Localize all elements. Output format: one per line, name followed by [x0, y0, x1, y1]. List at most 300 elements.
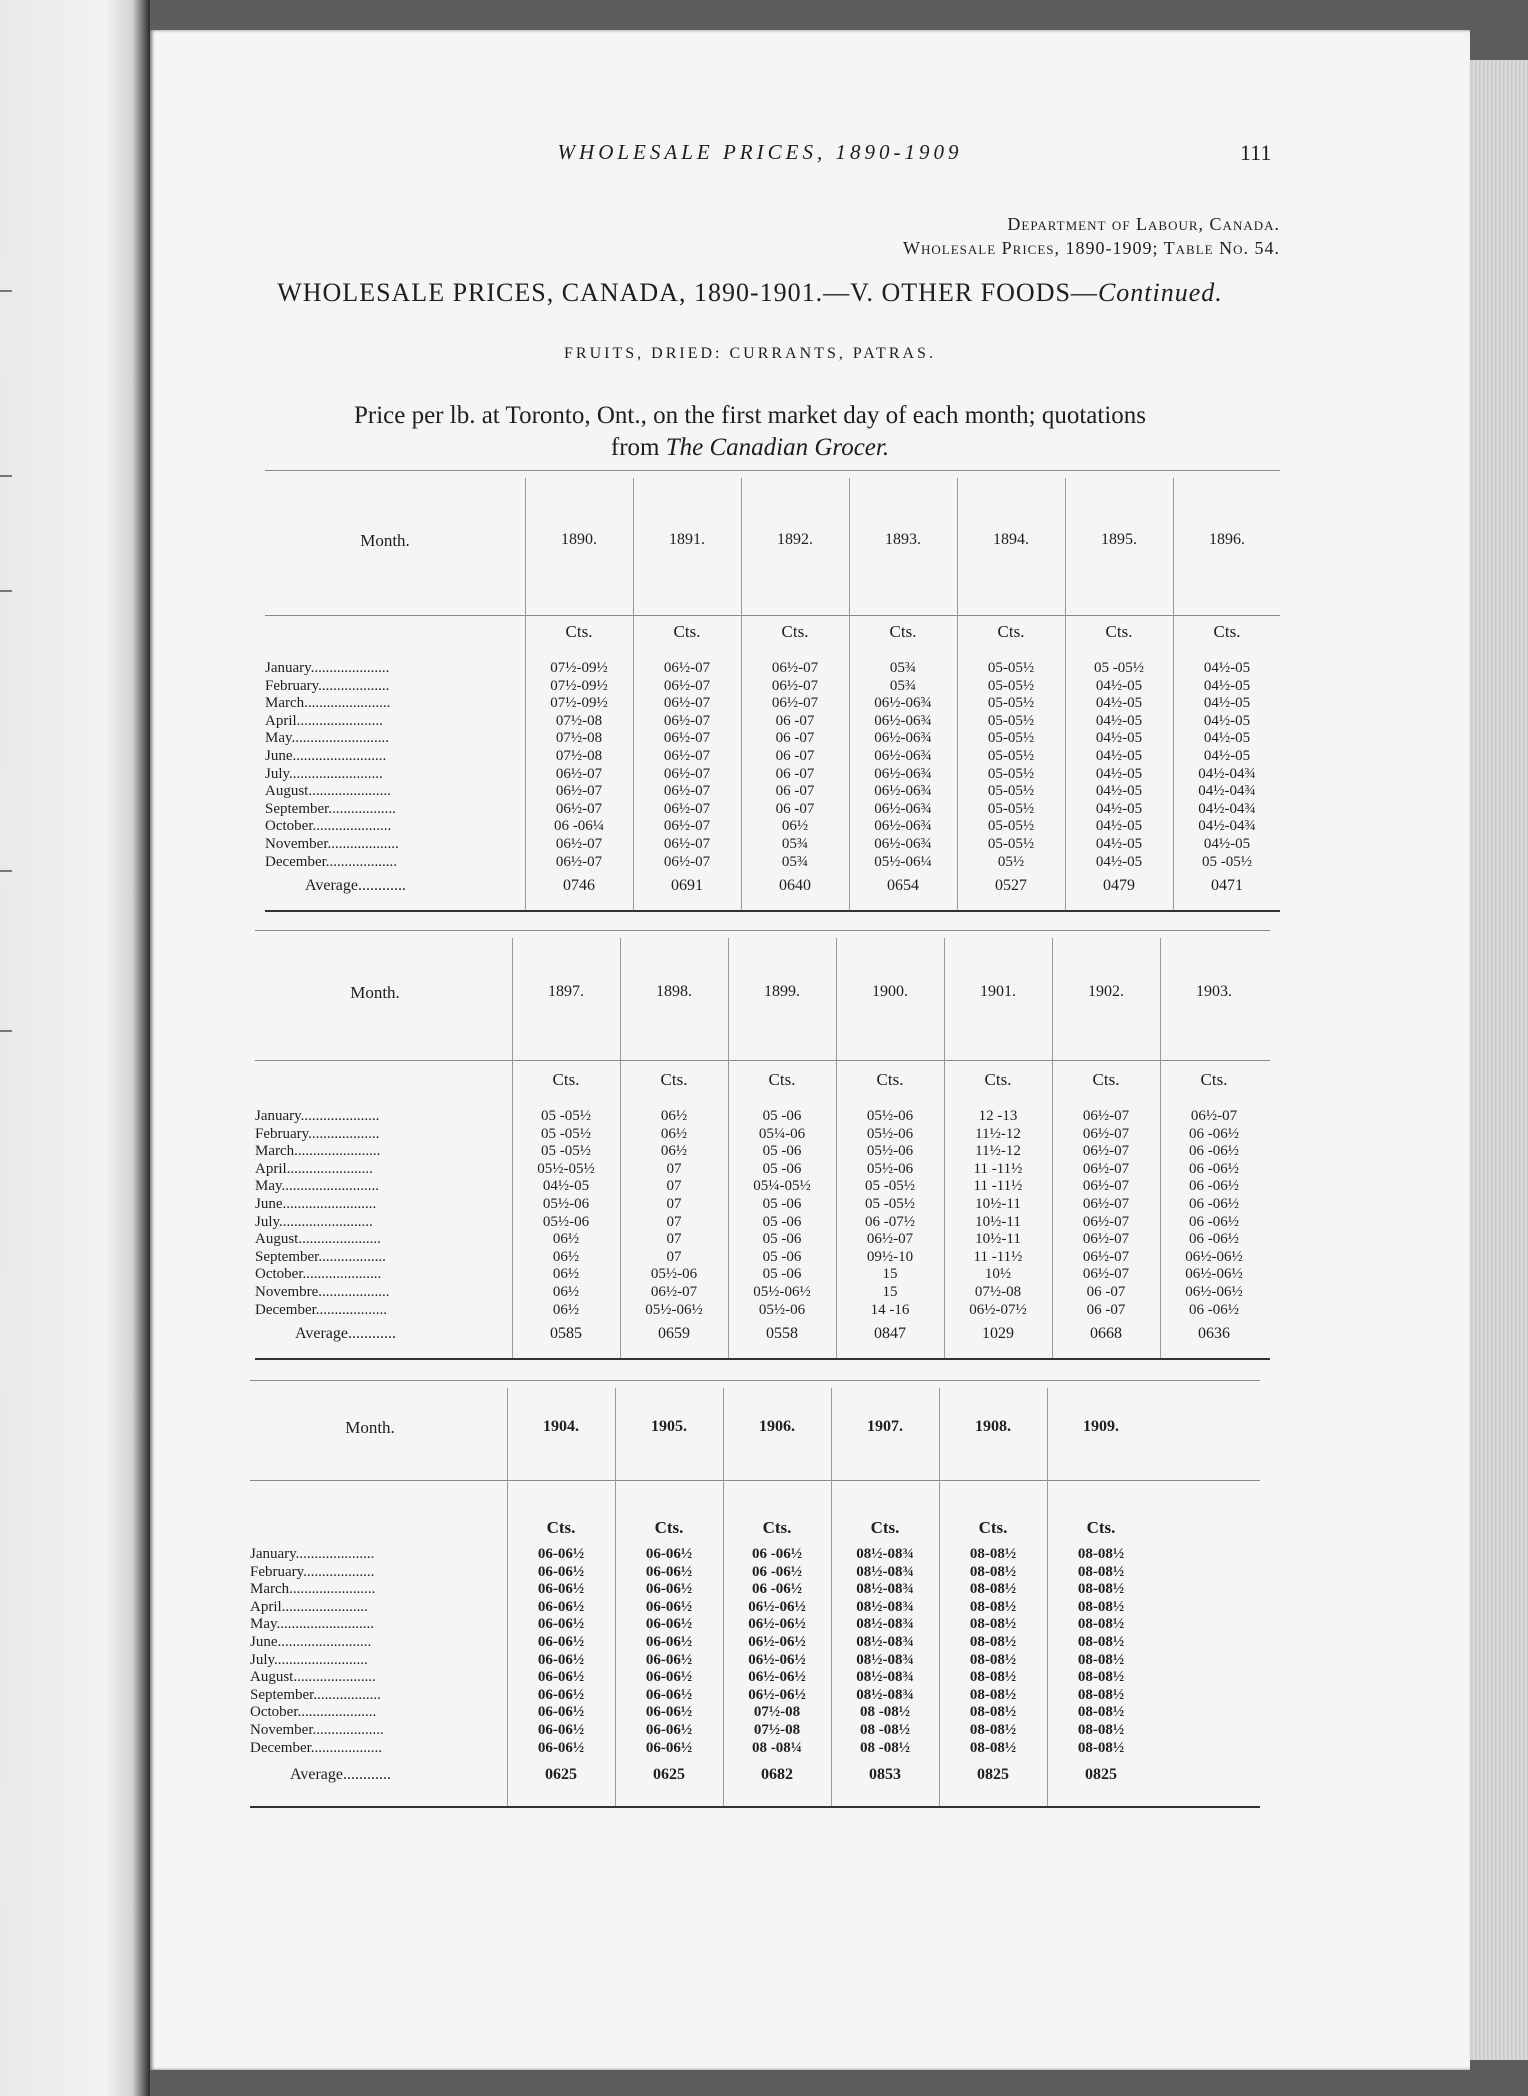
price-cell: 05-05½	[987, 660, 1035, 676]
month-label: February...................	[250, 1563, 375, 1580]
dept-line-2: Wholesale Prices, 1890-1909; Table No. 54.	[903, 238, 1280, 258]
book-page	[150, 30, 1470, 2070]
price-cell: 05 -05½	[541, 1108, 591, 1124]
price-cell: 04½-05	[1095, 712, 1143, 729]
month-label: Novembre...................	[255, 1283, 390, 1300]
unit-label: Cts.	[1200, 1070, 1228, 1089]
price-cell: 04½-05	[1203, 712, 1251, 729]
price-cell: 05½-06	[650, 1266, 698, 1283]
price-cell: 06½-06¾	[874, 818, 932, 835]
year-header: 1906.	[759, 1418, 795, 1435]
unit-label: Cts.	[1105, 622, 1133, 641]
price-cell: 06½-07	[866, 1231, 914, 1248]
price-cell: 04½-05	[1095, 835, 1143, 852]
price-cell: 06 -06½	[752, 1563, 802, 1580]
price-cell: 05½-06¼	[874, 853, 932, 870]
price-cell: 08-08½	[969, 1669, 1017, 1686]
month-label: April.......................	[265, 712, 383, 729]
price-cell: 06 -07	[1086, 1301, 1126, 1318]
month-labels	[265, 660, 399, 871]
price-cell: 08-08½	[1077, 1669, 1125, 1686]
year-header: 1901.	[980, 983, 1016, 1000]
unit-label: Cts.	[546, 1518, 576, 1537]
price-cell: 06 -07	[775, 730, 815, 747]
unit-label: Cts.	[997, 622, 1025, 641]
price-cell: 05½-06	[542, 1213, 590, 1230]
price-cell: 06-06½	[537, 1686, 585, 1703]
month-label: March.......................	[265, 695, 391, 712]
year-header: 1899.	[764, 983, 800, 1000]
price-cell: 05 -06	[762, 1143, 802, 1160]
price-cell: 06-06½	[645, 1563, 693, 1580]
price-cell: 07½-09½	[550, 677, 608, 694]
table-top-rule	[250, 1380, 1260, 1381]
price-cell: 06-06½	[537, 1651, 585, 1668]
price-cell: 05¼-06	[758, 1125, 806, 1142]
price-cell: 06½-07	[1082, 1248, 1130, 1265]
price-column	[1052, 1108, 1160, 1319]
month-label: January.....................	[255, 1108, 380, 1124]
month-label: September..................	[250, 1686, 381, 1703]
description	[250, 400, 1250, 464]
month-label: June.........................	[265, 747, 387, 764]
price-cell: 05¾	[781, 835, 809, 852]
title-main: WHOLESALE PRICES, CANADA, 1890-1901.—V. OTHER FOODS—	[277, 278, 1098, 307]
month-label: May..........................	[255, 1178, 380, 1195]
year-header: 1909.	[1083, 1418, 1119, 1435]
price-cell: 05-05½	[987, 800, 1035, 817]
price-cell: 07½-08	[555, 747, 603, 764]
price-cell: 06 -07	[775, 783, 815, 800]
price-cell: 06½-06¾	[874, 800, 932, 817]
price-cell: 08½-08¾	[856, 1651, 914, 1668]
price-cell: 05 -06	[762, 1160, 802, 1177]
table-bottom-rule	[250, 1806, 1260, 1808]
price-cell: 06½-07	[1082, 1125, 1130, 1142]
price-cell: 08-08½	[1077, 1633, 1125, 1650]
price-cell: 06 -06½	[752, 1546, 802, 1562]
price-column	[507, 1546, 615, 1757]
price-cell: 08-08½	[969, 1581, 1017, 1598]
price-cell: 05 -06	[762, 1213, 802, 1230]
price-cell: 05 -05½	[541, 1143, 591, 1160]
month-label: October.....................	[255, 1266, 382, 1283]
unit-label: Cts.	[889, 622, 917, 641]
price-cell: 08 -08½	[860, 1704, 910, 1721]
month-label: January.....................	[250, 1546, 375, 1562]
average-value: 0659	[658, 1325, 690, 1342]
price-cell: 05½-06	[866, 1108, 914, 1124]
unit-label: Cts.	[1092, 1070, 1120, 1089]
price-cell: 06 -07	[775, 800, 815, 817]
desc-line-2: from The Canadian Grocer.	[610, 434, 890, 461]
month-label: October.....................	[250, 1704, 377, 1721]
price-cell: 08-08½	[1077, 1704, 1125, 1721]
price-cell: 08-08½	[1077, 1651, 1125, 1668]
average-value: 0853	[869, 1766, 901, 1783]
month-label: August......................	[265, 783, 391, 800]
price-cell: 06-06½	[645, 1616, 693, 1633]
unit-label: Cts.	[1086, 1518, 1116, 1537]
price-cell: 04½-05	[1203, 835, 1251, 852]
average-value: 0585	[550, 1325, 582, 1342]
unit-label: Cts.	[552, 1070, 580, 1089]
month-label: December...................	[255, 1301, 388, 1318]
price-cell: 06 -07	[775, 765, 815, 782]
price-cell: 06½-07	[663, 747, 711, 764]
price-cell: 08-08½	[969, 1721, 1017, 1738]
price-cell: 06½	[552, 1266, 580, 1283]
price-cell: 06½-06½	[1185, 1266, 1243, 1283]
table-top-rule	[265, 470, 1280, 471]
price-cell: 05-05½	[987, 712, 1035, 729]
price-column	[728, 1108, 836, 1319]
price-cell: 04½-05	[1203, 747, 1251, 764]
price-cell: 05¾	[781, 853, 809, 870]
price-cell: 06½	[552, 1301, 580, 1318]
price-cell: 08½-08¾	[856, 1686, 914, 1703]
price-cell: 06½-07	[663, 677, 711, 694]
price-cell: 06½-06¾	[874, 765, 932, 782]
month-label: July.........................	[265, 765, 383, 782]
price-cell: 06½-07	[663, 853, 711, 870]
price-cell: 11 -11½	[973, 1248, 1023, 1265]
average-value: 1029	[982, 1325, 1014, 1342]
price-cell: 05¼-05½	[753, 1178, 811, 1195]
price-column	[831, 1546, 939, 1757]
price-column	[723, 1546, 831, 1757]
price-cell: 06½	[660, 1108, 688, 1124]
price-cell: 04½-05	[1203, 660, 1251, 676]
price-cell: 06½-07	[663, 660, 711, 676]
month-label: February...................	[255, 1125, 380, 1142]
price-cell: 08-08½	[969, 1563, 1017, 1580]
price-cell: 06½-07	[555, 853, 603, 870]
unit-label: Cts.	[984, 1070, 1012, 1089]
month-label: May..........................	[265, 730, 390, 747]
year-header: 1891.	[669, 530, 705, 548]
month-label: November...................	[265, 835, 399, 852]
price-cell: 05-05½	[987, 818, 1035, 835]
price-column	[633, 660, 741, 871]
price-cell: 06½-06¾	[874, 712, 932, 729]
price-cell: 05½-06½	[645, 1301, 703, 1318]
average-value: 0625	[545, 1766, 577, 1783]
price-cell: 06½-07	[771, 695, 819, 712]
price-cell: 05 -06	[762, 1266, 802, 1283]
price-cell: 08-08½	[1077, 1563, 1125, 1580]
month-label: April.......................	[250, 1598, 368, 1615]
average-value: 0654	[887, 877, 919, 894]
price-cell: 05 -05½	[1094, 660, 1144, 676]
month-header: Month.	[345, 1418, 395, 1437]
price-cell: 06½-07	[1082, 1195, 1130, 1212]
month-label: July.........................	[250, 1651, 368, 1668]
price-cell: 10½-11	[975, 1213, 1021, 1230]
price-cell: 04½-05	[1203, 695, 1251, 712]
price-column	[1065, 660, 1173, 871]
price-cell: 06½-06¾	[874, 835, 932, 852]
price-cell: 07	[666, 1213, 682, 1230]
price-cell: 08½-08¾	[856, 1563, 914, 1580]
year-header: 1896.	[1209, 530, 1245, 548]
year-header: 1903.	[1196, 983, 1232, 1000]
table-bottom-rule	[265, 910, 1280, 912]
year-header: 1892.	[777, 530, 813, 548]
price-cell: 06½-06¾	[874, 730, 932, 747]
unit-label: Cts.	[660, 1070, 688, 1089]
price-cell: 06½-07	[555, 765, 603, 782]
price-column	[957, 660, 1065, 871]
price-cell: 06-06½	[537, 1563, 585, 1580]
price-cell: 08-08½	[1077, 1686, 1125, 1703]
price-cell: 07½-08	[753, 1704, 801, 1721]
price-cell: 06-06½	[645, 1633, 693, 1650]
price-cell: 05-05½	[987, 747, 1035, 764]
price-column	[1173, 660, 1281, 871]
average-value: 0625	[653, 1766, 685, 1783]
price-cell: 07½-08	[555, 712, 603, 729]
average-value: 0682	[761, 1766, 793, 1783]
year-header: 1890.	[561, 530, 597, 548]
price-column	[512, 1108, 620, 1319]
year-header: 1895.	[1101, 530, 1137, 548]
price-cell: 05½	[997, 853, 1025, 870]
price-cell: 05 -05½	[865, 1178, 915, 1195]
price-cell: 04½-05	[1095, 853, 1143, 870]
month-label: June.........................	[250, 1633, 372, 1650]
price-cell: 04½-05	[1095, 800, 1143, 817]
price-cell: 05 -06	[762, 1231, 802, 1248]
unit-label: Cts.	[768, 1070, 796, 1089]
year-header: 1893.	[885, 530, 921, 548]
price-cell: 06½-06½	[748, 1651, 806, 1668]
average-value: 0527	[995, 877, 1027, 894]
price-cell: 07½-09½	[550, 695, 608, 712]
price-cell: 05½-06	[758, 1301, 806, 1318]
price-cell: 08-08½	[969, 1686, 1017, 1703]
price-cell: 06-06½	[537, 1739, 585, 1756]
average-value: 0558	[766, 1325, 798, 1342]
price-cell: 06½-06½	[1185, 1283, 1243, 1300]
price-cell: 08½-08¾	[856, 1616, 914, 1633]
price-column	[944, 1108, 1052, 1319]
month-label: January.....................	[265, 660, 390, 676]
average-label: Average............	[290, 1766, 391, 1783]
month-label: April.......................	[255, 1160, 373, 1177]
price-cell: 06½-07½	[969, 1301, 1027, 1318]
price-cell: 11 -11½	[973, 1178, 1023, 1195]
price-cell: 06-06½	[537, 1721, 585, 1738]
price-cell: 07½-08	[974, 1283, 1022, 1300]
average-label: Average............	[305, 877, 406, 894]
average-label: Average............	[295, 1325, 396, 1342]
month-label: July.........................	[255, 1213, 373, 1230]
price-cell: 09½-10	[866, 1248, 914, 1265]
price-cell: 05-05½	[987, 677, 1035, 694]
price-cell: 06½-06¾	[874, 747, 932, 764]
average-value: 0479	[1103, 877, 1135, 894]
price-cell: 04½-05	[542, 1178, 590, 1195]
price-cell: 07	[666, 1178, 682, 1195]
price-cell: 06½	[552, 1231, 580, 1248]
price-cell: 08-08½	[969, 1616, 1017, 1633]
price-cell: 06½-07	[1082, 1266, 1130, 1283]
price-cell: 06-06½	[537, 1669, 585, 1686]
table-top-rule	[255, 930, 1270, 931]
price-cell: 04½-04¾	[1198, 765, 1256, 782]
month-label: May..........................	[250, 1616, 375, 1633]
price-column	[620, 1108, 728, 1319]
desc-line-1: Price per lb. at Toronto, Ont., on the first market day of each month; quotations	[353, 402, 1147, 429]
price-column	[836, 1108, 944, 1319]
price-cell: 04½-05	[1095, 695, 1143, 712]
price-cell: 05 -05½	[865, 1195, 915, 1212]
price-cell: 05 -06	[762, 1248, 802, 1265]
price-column	[615, 1546, 723, 1757]
page-edges	[1470, 60, 1528, 2060]
price-cell: 06½-06½	[748, 1633, 806, 1650]
running-head: WHOLESALE PRICES, 1890-1909	[557, 140, 963, 164]
price-cell: 06½	[781, 818, 809, 835]
average-value: 0636	[1198, 1325, 1230, 1342]
price-cell: 06½-07	[663, 835, 711, 852]
year-header: 1908.	[975, 1418, 1011, 1435]
price-cell: 06½-07	[1190, 1108, 1238, 1124]
price-cell: 06½-06½	[748, 1669, 806, 1686]
price-cell: 08-08½	[969, 1739, 1017, 1756]
price-cell: 04½-05	[1095, 730, 1143, 747]
price-column	[939, 1546, 1047, 1757]
price-cell: 07½-08	[555, 730, 603, 747]
average-value: 0691	[671, 877, 703, 894]
year-header: 1900.	[872, 983, 908, 1000]
price-cell: 06½-07	[555, 783, 603, 800]
price-cell: 08-08½	[969, 1598, 1017, 1615]
price-cell: 12 -13	[978, 1108, 1018, 1124]
department-reference	[680, 212, 1280, 260]
price-cell: 06-06½	[645, 1651, 693, 1668]
price-cell: 06½-07	[555, 835, 603, 852]
price-cell: 06-06½	[645, 1669, 693, 1686]
price-column	[1047, 1546, 1155, 1757]
price-cell: 08-08½	[969, 1633, 1017, 1650]
price-cell: 06-06½	[537, 1633, 585, 1650]
price-cell: 08-08½	[1077, 1739, 1125, 1756]
month-label: March.......................	[250, 1581, 376, 1598]
price-cell: 06½-07	[555, 800, 603, 817]
price-cell: 10½-11	[975, 1231, 1021, 1248]
title-continued: Continued.	[1097, 278, 1223, 307]
unit-label: Cts.	[876, 1070, 904, 1089]
price-cell: 06 -06½	[1189, 1178, 1239, 1195]
month-header: Month.	[360, 530, 410, 550]
price-cell: 06-06½	[537, 1546, 585, 1562]
price-cell: 06½	[660, 1143, 688, 1160]
price-cell: 06-06½	[537, 1581, 585, 1598]
unit-label: Cts.	[762, 1518, 792, 1537]
price-cell: 05-05½	[987, 730, 1035, 747]
price-cell: 06½-07	[1082, 1143, 1130, 1160]
price-cell: 06½-06½	[748, 1686, 806, 1703]
price-cell: 06½-07	[663, 800, 711, 817]
price-cell: 05-05½	[987, 695, 1035, 712]
subtitle: FRUITS, DRIED: CURRANTS, PATRAS.	[564, 345, 936, 362]
month-label: March.......................	[255, 1143, 381, 1160]
price-cell: 05 -06	[762, 1195, 802, 1212]
price-cell: 07½-09½	[550, 660, 608, 676]
price-cell: 04½-05	[1095, 677, 1143, 694]
price-cell: 06½-07	[663, 818, 711, 835]
price-cell: 04½-05	[1095, 818, 1143, 835]
price-cell: 06-06½	[645, 1581, 693, 1598]
average-value: 0825	[977, 1766, 1009, 1783]
price-cell: 08 -08½	[860, 1721, 910, 1738]
average-value: 0746	[563, 877, 595, 894]
price-cell: 07½-08	[753, 1721, 801, 1738]
price-cell: 08-08½	[969, 1651, 1017, 1668]
price-cell: 08½-08¾	[856, 1581, 914, 1598]
unit-label: Cts.	[978, 1518, 1008, 1537]
price-cell: 06 -06½	[1189, 1125, 1239, 1142]
price-cell: 06 -07	[775, 747, 815, 764]
price-cell: 06½-07	[663, 712, 711, 729]
price-cell: 06½-07	[663, 765, 711, 782]
price-cell: 06½	[660, 1125, 688, 1142]
month-label: October.....................	[265, 818, 392, 835]
month-labels	[255, 1108, 390, 1319]
price-cell: 04½-04¾	[1198, 783, 1256, 800]
header-rule	[265, 615, 1280, 616]
price-cell: 05-05½	[987, 783, 1035, 800]
price-cell: 05½-06	[866, 1143, 914, 1160]
average-value: 0825	[1085, 1766, 1117, 1783]
price-cell: 06 -07½	[865, 1213, 915, 1230]
price-cell: 06 -06½	[1189, 1195, 1239, 1212]
unit-label: Cts.	[654, 1518, 684, 1537]
price-cell: 08 -08¼	[752, 1739, 802, 1756]
price-cell: 15	[882, 1283, 898, 1300]
price-cell: 14 -16	[870, 1301, 910, 1318]
price-cell: 07	[666, 1160, 682, 1177]
unit-label: Cts.	[870, 1518, 900, 1537]
price-cell: 06 -06½	[1189, 1160, 1239, 1177]
year-header: 1905.	[651, 1418, 687, 1435]
table-bottom-rule	[255, 1358, 1270, 1360]
price-cell: 11½-12	[975, 1143, 1021, 1160]
price-cell: 06½-07	[1082, 1213, 1130, 1230]
price-cell: 04½-05	[1095, 783, 1143, 800]
price-cell: 04½-04¾	[1198, 818, 1256, 835]
year-header: 1898.	[656, 983, 692, 1000]
dept-line-1: Department of Labour, Canada.	[1007, 214, 1280, 234]
price-cell: 04½-05	[1203, 730, 1251, 747]
price-cell: 06½-07	[771, 660, 819, 676]
price-cell: 05 -05½	[1202, 853, 1252, 870]
year-header: 1907.	[867, 1418, 903, 1435]
price-cell: 06-06½	[537, 1616, 585, 1633]
price-cell: 07	[666, 1231, 682, 1248]
unit-label: Cts.	[1213, 622, 1241, 641]
price-cell: 07	[666, 1195, 682, 1212]
price-cell: 07	[666, 1248, 682, 1265]
price-cell: 06-06½	[645, 1721, 693, 1738]
price-cell: 06-06½	[537, 1704, 585, 1721]
price-cell: 06½-07	[1082, 1178, 1130, 1195]
price-cell: 04½-05	[1095, 765, 1143, 782]
price-cell: 08-08½	[1077, 1721, 1125, 1738]
price-cell: 06-06½	[645, 1704, 693, 1721]
